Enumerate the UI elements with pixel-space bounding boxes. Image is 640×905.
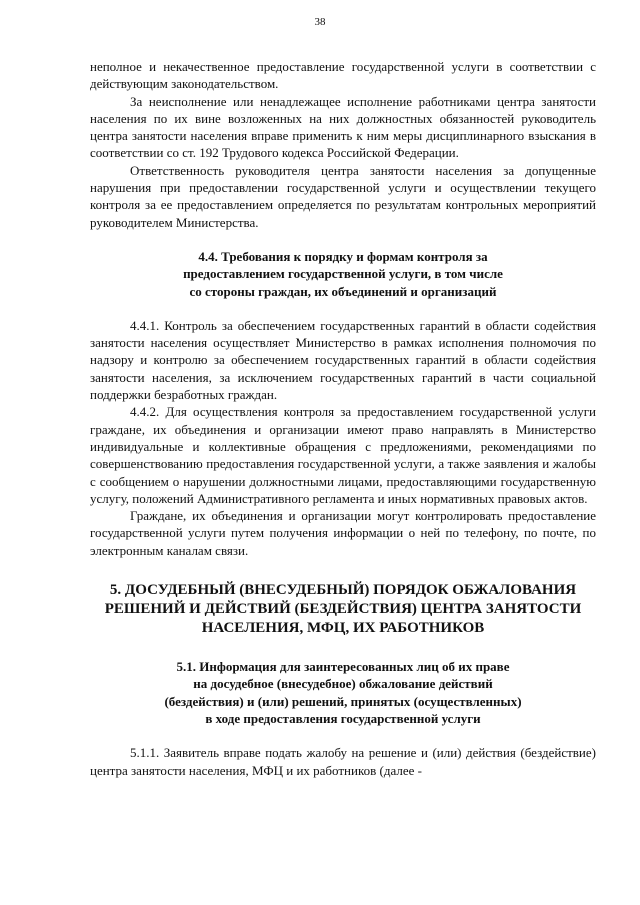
paragraph-5-1-1: 5.1.1. Заявитель вправе подать жалобу на решение и (или) действия (бездействие) центра занятости населения, МФЦ и их работников (далее - [90,745,596,778]
heading-4-4 [90,248,596,300]
heading-5-line: НАСЕЛЕНИЯ, МФЦ, ИХ РАБОТНИКОВ [201,620,485,637]
heading-4-4-line: со стороны граждан, их объединений и организаций [189,283,497,299]
heading-section-5 [90,581,596,638]
heading-5-1-line: (бездействия) и (или) решений, принятых (осуществленных) [164,693,522,709]
heading-4-4-line: 4.4. Требования к порядку и формам контроля за [198,248,488,264]
document-body [90,58,596,779]
heading-5-line: 5. ДОСУДЕБНЫЙ (ВНЕСУДЕБНЫЙ) ПОРЯДОК ОБЖАЛОВАНИЯ [109,582,577,599]
paragraph-citizens-control: Граждане, их объединения и организации могут контролировать предоставление государственной услуги путем получения информации о ней по телефону, по почте, по электронным каналам связи. [90,508,596,558]
paragraph-4-4-2: 4.4.2. Для осуществления контроля за предоставлением государственной услуги граждане, их объединения и организации имеют право направлять в Министерство индивидуальные и коллективные обращения с предложениями, рекомендациями по совершенствованию предоставления государственной услуги, а также заявления и жалобы с сообщением о нарушении должностными лицами, предоставляющими государственную услугу, положений Административного регламента и иных нормативных правовых актов. [90,404,596,506]
heading-5-line: РЕШЕНИЙ И ДЕЙСТВИЙ (БЕЗДЕЙСТВИЯ) ЦЕНТРА ЗАНЯТОСТИ [104,601,582,618]
heading-5-1-line: на досудебное (внесудебное) обжалование действий [193,676,493,692]
paragraph-continuation: неполное и некачественное предоставление государственной услуги в соответствии с действующим законодательством. [90,59,596,92]
heading-5-1-line: в ходе предоставления государственной услуги [205,710,481,726]
heading-5-1 [90,658,596,727]
heading-5-1-line: 5.1. Информация для заинтересованных лиц об их праве [176,659,510,675]
paragraph-responsibility: Ответственность руководителя центра занятости населения за допущенные нарушения при предоставлении государственной услуги и осуществлении текущего контроля за ее предоставлением определяется по результатам контрольных мероприятий руководителем Министерства. [90,162,596,230]
paragraph-4-4-1: 4.4.1. Контроль за обеспечением государственных гарантий в области содействия занятости населения осуществляет Министерство в рамках исполнения полномочия по надзору и контролю за обеспечением государственных гарантий в области содействия занятости населения, за исключением государственных гарантий в части социальной поддержки безработных граждан. [90,317,596,403]
heading-4-4-line: предоставлением государственной услуги, в том числе [183,266,503,282]
paragraph-disciplinary: За неисполнение или ненадлежащее исполнение работниками центра занятости населения по их вине возложенных на них должностных обязанностей руководитель центра занятости населения вправе применить к ним меры дисциплинарного взыскания в соответствии со ст. 192 Трудового кодекса Российской Федерации. [90,93,596,161]
page-number: 38 [314,16,326,28]
